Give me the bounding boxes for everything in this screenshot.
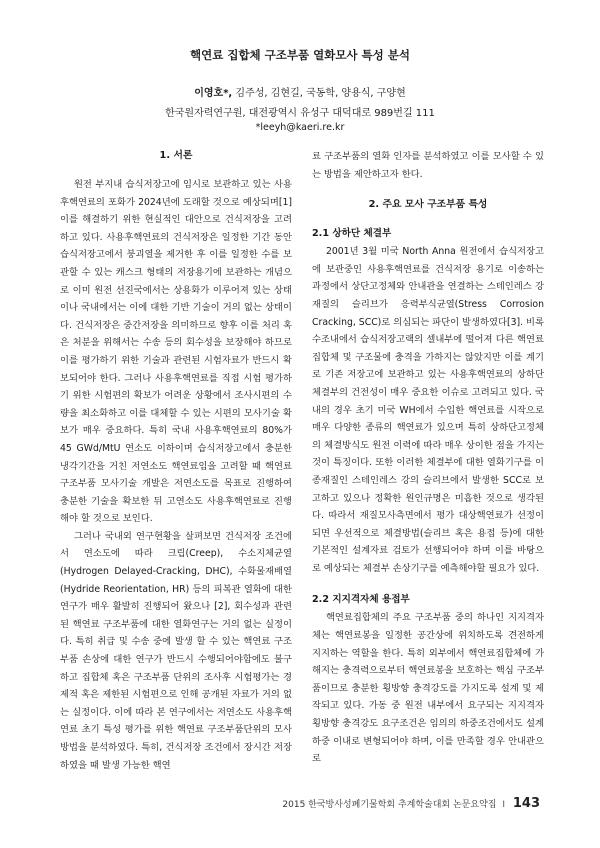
footer-separator: I xyxy=(502,800,505,810)
spacer xyxy=(312,577,544,591)
intro-paragraph-continued: 료 구조부품의 열화 인자를 분석하였고 이를 모사할 수 있는 방법을 제안하고자 한다. xyxy=(312,151,544,180)
page-number: 143 xyxy=(512,796,540,811)
section-2-title: 2. 주요 모사 구조부품 특성 xyxy=(368,199,488,211)
left-column xyxy=(60,148,292,774)
spacer xyxy=(312,183,544,197)
coauthors: 김주성, 김현길, 국동학, 양용식, 구양현 xyxy=(235,88,406,99)
intro-paragraph-1: 원전 부지내 습식저장고에 임시로 보관하고 있는 사용후핵연료의 포화가 2024년에 도래할 것으로 예상되며[1] 이를 해결하기 위한 현실적인 대안으로 건식저장을 고려하고 있다. 사용후핵연료의 건식저장은 일정한 기간 동안 습식저장고에서 붕괴열을 제거한 후 이를 일정한 수를 보관할 수 있는 캐스크 형태의 저장용기에 보관하는 개념으로 이미 원전 선진국에서는 상용화가 이루어져 있는 상태이나 국내에서는 이에 대한 기반 기술이 거의 없는 상태이다. 건식저장은 중간저장을 의미하므로 향후 이를 처리 혹은 처분을 위해서는 수송 등의 회수성을 보장해야 하므로 이를 평가하기 위한 기술과 관련된 시험자료가 반드시 확보되어야 한다. 그러나 사용후핵연료를 직접 시험 평가하기 위한 시험편의 확보가 어려운 상황에서 조사시편의 수량을 최소화하고 이를 대체할 수 있는 시편의 모사기술 확보가 매우 중요하다. 특히 국내 사용후핵연료의 80%가 45 GWd/MtU 연소도 이하이며 습식저장고에서 충분한 냉각기간을 거친 저연소도 핵연료임을 고려할 때 핵연료 구조부품 모사기술 개발은 저연소도를 목표로 진행하여 충분한 기술을 확보한 뒤 고연소도 사용후핵연료로 진행해야 할 것으로 보인다. xyxy=(60,179,292,525)
lead-author: 이영호*, xyxy=(194,88,233,99)
subsection-2-2-title: 2.2 지지격자체 용접부 xyxy=(312,594,410,606)
right-column xyxy=(312,148,544,768)
corresponding-email: *leeyh@kaeri.re.kr xyxy=(255,122,345,133)
affiliation: 한국원자력연구원, 대전광역시 유성구 대덕대로 989번길 111 xyxy=(165,108,435,119)
section-2-1-paragraph: 2001년 3월 미국 North Anna 원전에서 습식저장고에 보관중인 사용후핵연료를 건식저장 용기로 이송하는 과정에서 상단고정체와 안내관을 연결하는 스테인레스 강 재질의 슬리브가 응력부식균열(Stress Corrosion Cracking, SCC)로 의심되는 파단이 발생하였다[3]. 비록 수조내에서 습식저장고랙의 셀내부에 떨어져 다른 핵연료집합체 및 구조물에 충격을 가하지는 않았지만 이를 계기로 기존 저장고에 보관하고 있는 사용후핵연료의 상하단 체결부의 건전성이 매우 중요한 이슈로 고려되고 있다. 국내의 경우 초기 미국 WH에서 수입한 핵연료를 시작으로 매우 다양한 종류의 핵연료가 있으며 특히 상하단고정체의 체결방식도 원전 이력에 따라 매우 상이한 점을 가지는 것이 특징이다. 또한 이러한 체결부에 대한 열화기구를 이종재질인 스테인레스 강의 슬리브에서 발생한 SCC로 보고하고 있으나 정확한 원인규명은 미흡한 것으로 생각된다. 따라서 재질모사측면에서 평가 대상핵연료가 선정이 되면 우선적으로 체결방법(슬리브 혹은 용접 등)에 대한 기본적인 설계자료 검토가 선행되어야 하며 이를 바탕으로 예상되는 체결부 손상기구를 예측해야할 필요가 있다. xyxy=(312,246,544,574)
subsection-2-1-title: 2.1 상하단 체결부 xyxy=(312,228,392,240)
author-list xyxy=(0,84,600,99)
intro-paragraph-2: 그러나 국내외 연구현황을 살펴보면 건식저장 조건에서 연소도에 따라 크립(Creep), 수소지체균열(Hydrogen Delayed-Cracking, DHC), 수화물재배열(Hydride Reorientation, HR) 등의 피복관 열화에 대한 연구가 매우 활발히 진행되어 왔으나 [2], 회수성과 관련된 핵연료 구조부품에 대한 열화연구는 거의 없는 실정이다. 특히 취급 및 수송 중에 발생 할 수 있는 핵연료 구조부품 손상에 대한 연구가 반드시 수행되어야함에도 불구하고 집합체 혹은 구조부품 단위의 조사후 시험평가는 경제적 혹은 제한된 시험편으로 인해 공개된 자료가 거의 없는 실정이다. 이에 따라 본 연구에서는 저연소도 사용후핵연료 초기 특성 평가를 위한 핵연료 구조부품단위의 모사방법을 분석하였다. 특히, 건식저장 조건에서 장시간 저장하였을 때 발생 가능한 핵연 xyxy=(60,530,292,771)
page-footer xyxy=(282,796,540,811)
proceedings-name: 2015 한국방사성폐기물학회 추계학술대회 논문요약집 xyxy=(282,800,497,810)
section-1-title: 1. 서론 xyxy=(159,150,193,161)
section-2-2-paragraph: 핵연료집합체의 주요 구조부품 중의 하나인 지지격자체는 핵연료봉을 일정한 공간상에 위치하도록 견전하게 지지하는 역할을 한다. 특히 외부에서 핵연료집합체에 가해지는 충격력으로부터 핵연료봉을 보호하는 핵심 구조부품이므로 충분한 횡방향 충격강도를 가지도록 설계 및 제작되고 있다. 가동 중 원전 내부에서 요구되는 지지격자 횡방향 충격강도 요구조건은 임의의 하중조건에서도 설계하중 이내로 변형되어야 하며, 이를 만족할 경우 안내관으로 xyxy=(312,612,544,765)
paper-title: 핵연료 집합체 구조부품 열화모사 특성 분석 xyxy=(190,48,410,62)
